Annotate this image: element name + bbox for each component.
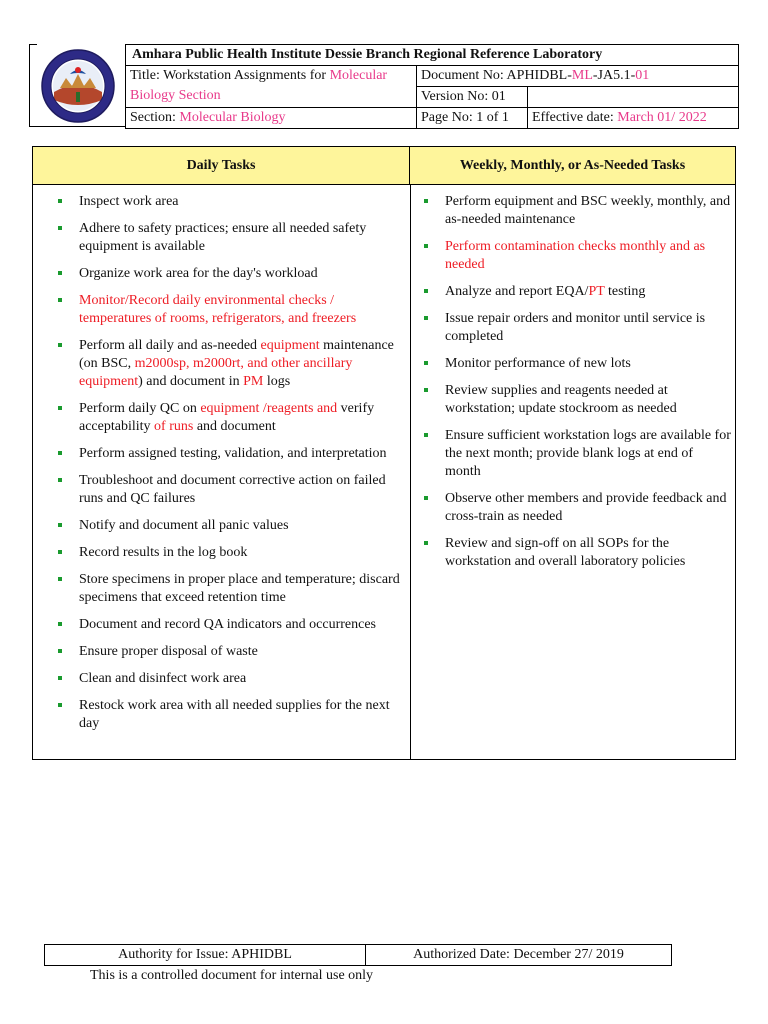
square-bullet-icon (58, 271, 62, 275)
task-item (422, 535, 732, 571)
square-bullet-icon (424, 199, 428, 203)
square-bullet-icon (58, 226, 62, 230)
task-text-segment: Clean and disinfect work area (79, 671, 247, 686)
tasks-table (32, 146, 736, 760)
task-text-segment: Perform equipment and BSC weekly, monthly, and as-needed maintenance (445, 194, 731, 227)
task-item (422, 283, 732, 301)
task-item (422, 193, 732, 229)
task-item (422, 238, 732, 274)
task-text-segment: PM (243, 374, 264, 389)
task-text-segment: Organize work area for the day's workload (79, 266, 318, 281)
institution-name: Amhara Public Health Institute Dessie Branch Regional Reference Laboratory (126, 45, 739, 66)
task-item (56, 445, 406, 463)
logo-cell (29, 44, 126, 127)
document-number (417, 66, 739, 87)
section-field (126, 108, 417, 129)
task-text-segment: Monitor performance of new lots (445, 356, 631, 371)
weekly-task-list (422, 193, 732, 580)
task-item (56, 571, 406, 607)
document-number-mid: -JA5.1- (592, 68, 636, 83)
task-text-segment: m2000sp, m2000rt, and other ancillary equipment (79, 356, 353, 389)
square-bullet-icon (424, 244, 428, 248)
square-bullet-icon (58, 703, 62, 707)
effective-date (528, 108, 739, 129)
document-number-num: 01 (635, 68, 650, 83)
task-text-segment: equipment (260, 338, 320, 353)
section-prefix: Section: (130, 110, 180, 125)
task-text-segment: Record results in the log book (79, 545, 248, 560)
task-text-segment: Review and sign-off on all SOPs for the workstation and overall laboratory policies (445, 536, 686, 569)
task-item (422, 310, 732, 346)
task-text-segment: Review supplies and reagents needed at workstation; update stockroom as needed (445, 383, 677, 416)
task-text-segment: maintenance (on BSC, (79, 338, 394, 371)
square-bullet-icon (58, 199, 62, 203)
institute-seal-logo (40, 48, 116, 124)
task-text-segment: Observe other members and provide feedback and cross-train as needed (445, 491, 727, 524)
document-number-prefix: Document No: APHIDBL- (421, 68, 572, 83)
authority-for-issue: Authority for Issue: APHIDBL (45, 945, 366, 966)
task-text-segment: Restock work area with all needed supplies for the next day (79, 698, 390, 731)
square-bullet-icon (58, 523, 62, 527)
daily-task-list (56, 193, 406, 742)
task-text-segment: Analyze and report EQA/ (445, 284, 589, 299)
task-text-segment: Inspect work area (79, 194, 179, 209)
task-text-segment: PT (588, 284, 605, 299)
document-title (126, 66, 417, 108)
square-bullet-icon (424, 433, 428, 437)
square-bullet-icon (58, 451, 62, 455)
task-text-segment: ) and document in (138, 374, 244, 389)
task-item (56, 643, 406, 661)
task-item (56, 220, 406, 256)
task-item (56, 616, 406, 634)
square-bullet-icon (424, 541, 428, 545)
square-bullet-icon (58, 550, 62, 554)
document-header (29, 44, 740, 128)
square-bullet-icon (58, 577, 62, 581)
task-item (56, 193, 406, 211)
task-text-segment: Ensure proper disposal of waste (79, 644, 258, 659)
effective-date-prefix: Effective date: (532, 110, 618, 125)
square-bullet-icon (424, 496, 428, 500)
page-number: Page No: 1 of 1 (417, 108, 528, 129)
task-item (422, 490, 732, 526)
task-text-segment: Monitor/Record daily environmental checks / temperatures of rooms, refrigerators, and freezers (79, 293, 357, 326)
task-text-segment: of runs (154, 419, 194, 434)
task-text-segment: Troubleshoot and document corrective action on failed runs and QC failures (79, 473, 386, 506)
task-item (56, 517, 406, 535)
task-item (56, 544, 406, 562)
square-bullet-icon (58, 406, 62, 410)
task-item (422, 355, 732, 373)
task-text-segment: Perform all daily and as-needed (79, 338, 261, 353)
title-prefix: Title: Workstation Assignments for (130, 68, 330, 83)
task-item (56, 337, 406, 391)
task-text-segment: Ensure sufficient workstation logs are available for the next month; provide blank logs at end of month (445, 428, 731, 479)
square-bullet-icon (58, 343, 62, 347)
version-number: Version No: 01 (417, 87, 528, 108)
task-item (422, 382, 732, 418)
task-text-segment: testing (604, 284, 646, 299)
task-text-segment: logs (263, 374, 291, 389)
task-text-segment: Store specimens in proper place and temperature; discard specimens that exceed retention time (79, 572, 400, 605)
document-number-ml: ML (571, 68, 593, 83)
task-item (422, 427, 732, 481)
task-item (56, 697, 406, 733)
task-text-segment: Document and record QA indicators and occurrences (79, 617, 376, 632)
square-bullet-icon (58, 478, 62, 482)
authorized-date: Authorized Date: December 27/ 2019 (366, 945, 672, 966)
task-item (56, 292, 406, 328)
square-bullet-icon (58, 298, 62, 302)
weekly-tasks-heading: Weekly, Monthly, or As-Needed Tasks (410, 147, 735, 185)
column-divider (410, 185, 411, 759)
task-text-segment: Adhere to safety practices; ensure all needed safety equipment is available (79, 221, 367, 254)
task-text-segment: and document (193, 419, 276, 434)
footer-table (44, 944, 672, 966)
task-text-segment: Perform daily QC on (79, 401, 201, 416)
daily-tasks-heading: Daily Tasks (33, 147, 410, 185)
task-item (56, 265, 406, 283)
square-bullet-icon (58, 622, 62, 626)
square-bullet-icon (424, 361, 428, 365)
task-item (56, 670, 406, 688)
square-bullet-icon (58, 676, 62, 680)
section-value: Molecular Biology (179, 110, 286, 125)
task-text-segment: equipment /reagents and (200, 401, 338, 416)
header-table (125, 44, 739, 129)
task-item (56, 472, 406, 508)
task-item (56, 400, 406, 436)
effective-date-value: March 01/ 2022 (617, 110, 707, 125)
controlled-document-note: This is a controlled document for internal use only (90, 968, 374, 983)
square-bullet-icon (424, 289, 428, 293)
square-bullet-icon (424, 316, 428, 320)
title-highlight: Molecular Biology Section (130, 68, 388, 103)
version-blank (528, 87, 739, 108)
task-text-segment: Notify and document all panic values (79, 518, 289, 533)
square-bullet-icon (424, 388, 428, 392)
square-bullet-icon (58, 649, 62, 653)
task-text-segment: Perform contamination checks monthly and as needed (445, 239, 706, 272)
task-text-segment: verify acceptability (79, 401, 375, 434)
task-text-segment: Issue repair orders and monitor until service is completed (445, 311, 706, 344)
task-text-segment: Perform assigned testing, validation, and interpretation (79, 446, 387, 461)
